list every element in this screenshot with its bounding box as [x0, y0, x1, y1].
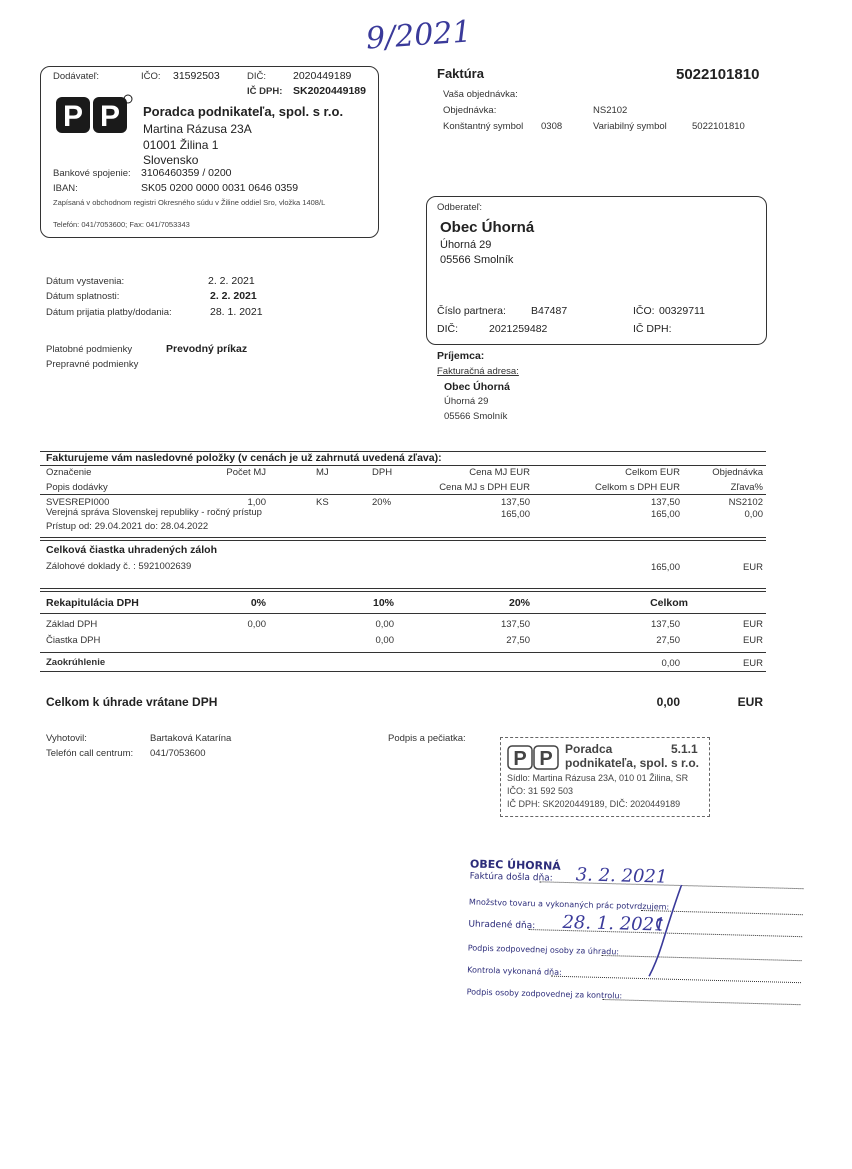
total-label: Celkom k úhrade vrátane DPH [46, 695, 218, 709]
stamp-ico: IČO: 31 592 503 [507, 786, 574, 796]
vat-amount-total: 27,50 [656, 635, 680, 646]
approval-signature-icon [631, 880, 694, 982]
recipient-label: Príjemca: [437, 350, 485, 362]
approval-check-label: Kontrola vykonaná dňa: [467, 965, 562, 977]
recap-htotal: Celkom [650, 597, 688, 609]
total-currency: EUR [737, 695, 763, 709]
supplier-phone: Telefón: 041/7053600; Fax: 041/7053343 [53, 220, 190, 229]
approval-paid-date: 28. 1. 2021 [562, 911, 666, 936]
col-unit: MJ [316, 467, 329, 478]
payment-terms-label: Platobné podmienky [46, 344, 133, 355]
receipt-date: 28. 1. 2021 [210, 306, 263, 318]
vat-base-total: 137,50 [650, 619, 680, 630]
approval-received-date: 3. 2. 2021 [575, 864, 668, 888]
rounding-rule [40, 652, 766, 653]
col-price: Cena MJ EUR [469, 467, 530, 478]
vat-base-20: 137,50 [500, 619, 530, 630]
col-vat: DPH [372, 467, 393, 478]
item-vat: 20% [372, 497, 392, 508]
registry-note: Zapísaná v obchodnom registri Okresného súdu v Žiline oddiel Sro, vložka 1408/L [53, 198, 326, 207]
vat-base-label: Základ DPH [46, 619, 98, 630]
due-date: 2. 2. 2021 [210, 290, 257, 302]
vat-base-currency: EUR [742, 619, 763, 630]
supplier-ico: 31592503 [173, 70, 220, 82]
item-order: NS2102 [728, 497, 763, 508]
order-value: NS2102 [593, 105, 628, 116]
item-desc: Verejná správa Slovenskej republiky - ročný prístup [46, 507, 262, 518]
col-qty: Počet MJ [226, 467, 266, 478]
supplier-label: Dodávateľ: [53, 71, 100, 82]
recap-rule-a [40, 588, 766, 589]
stamp-vat: IČ DPH: SK2020449189, DIČ: 2020449189 [507, 799, 681, 809]
item-price: 137,50 [500, 497, 530, 508]
supplier-box [40, 66, 379, 238]
bank-label: Bankové spojenie: [53, 168, 131, 179]
supplier-ico-label: IČO: [141, 71, 161, 82]
customer-city: 05566 Smolník [440, 254, 514, 266]
stamp-logo-icon [507, 744, 561, 770]
svg-text:P: P [513, 748, 527, 770]
supplier-street: Martina Rázusa 23A [143, 122, 252, 136]
billing-address-label: Fakturačná adresa: [437, 366, 519, 377]
items-intro: Fakturujeme vám nasledovné položky (v cenách je už zahrnutá uvedená zľava): [46, 452, 442, 464]
partner-label: Číslo partnera: [437, 305, 506, 317]
your-order-label: Vaša objednávka: [443, 89, 518, 100]
advances-rule-a [40, 537, 766, 538]
col-total: Celkom EUR [625, 467, 680, 478]
iban: SK05 0200 0000 0031 0646 0359 [141, 182, 299, 194]
customer-ico-label: IČO: [633, 305, 655, 317]
total-amount: 0,00 [656, 695, 680, 709]
customer-label: Odberateľ: [437, 202, 483, 213]
signature-label: Podpis a pečiatka: [388, 733, 466, 744]
supplier-country: Slovensko [143, 153, 199, 167]
customer-street: Úhorná 29 [440, 239, 492, 251]
customer-dic: 2021259482 [489, 323, 548, 335]
approval-controller-label: Podpis osoby zodpovednej za kontrolu: [466, 987, 623, 1001]
svg-text:P: P [539, 748, 553, 770]
svg-text:P: P [62, 100, 84, 133]
receipt-date-label: Dátum prijatia platby/dodania: [46, 307, 172, 318]
vat-amount-label: Čiastka DPH [46, 635, 101, 646]
call-centre-label: Telefón call centrum: [46, 748, 134, 759]
item-access: Prístup od: 29.04.2021 do: 28.04.2022 [46, 521, 209, 532]
stamp-name-2: podnikateľa, spol. s r.o. [565, 756, 699, 770]
partner-number: B47487 [531, 305, 568, 317]
customer-ico: 00329711 [659, 305, 705, 317]
advances-docs: Zálohové doklady č. : 5921002639 [46, 561, 192, 572]
transport-terms-label: Prepravné podmienky [46, 359, 139, 370]
recipient-name: Obec Úhorná [444, 381, 510, 393]
approval-received-label: Faktúra došla dňa: [469, 871, 553, 884]
item-price-vat: 165,00 [500, 509, 530, 520]
rounding-label: Zaokrúhlenie [46, 657, 106, 668]
items-row-rule [40, 494, 766, 495]
invoice-number: 5022101810 [676, 66, 760, 83]
supplier-icdph: SK2020449189 [293, 85, 366, 97]
supplier-dic-label: DIČ: [247, 71, 266, 82]
issued-by-label: Vyhotovil: [46, 733, 87, 744]
supplier-name: Poradca podnikateľa, spol. s r.o. [143, 104, 344, 119]
company-stamp [500, 737, 710, 817]
advances-amount: 165,00 [650, 562, 680, 573]
issue-date: 2. 2. 2021 [208, 275, 255, 287]
payment-terms: Prevodný príkaz [166, 343, 248, 355]
advances-rule-b [40, 540, 766, 541]
var-sym-label: Variabilný symbol [593, 121, 667, 132]
recap-header-rule [40, 613, 766, 614]
pp-logo-icon [55, 93, 133, 137]
svg-text:P: P [99, 100, 121, 133]
col-price-vat: Cena MJ s DPH EUR [439, 482, 530, 493]
vat-base-0: 0,00 [247, 619, 266, 630]
iban-label: IBAN: [53, 183, 78, 194]
recipient-city: 05566 Smolník [444, 411, 508, 422]
col-discount: Zľava% [730, 482, 763, 493]
issued-by: Bartaková Katarína [150, 733, 232, 744]
recipient-street: Úhorná 29 [444, 396, 489, 407]
item-unit: KS [316, 497, 329, 508]
bank-account: 3106460359 / 0200 [141, 167, 232, 179]
vat-base-10: 0,00 [375, 619, 394, 630]
approval-title: OBEC ÚHORNÁ [469, 857, 561, 873]
approval-stamp [460, 857, 824, 1026]
recap-h0: 0% [250, 597, 266, 609]
item-qty: 1,00 [247, 497, 266, 508]
rounding-amount: 0,00 [661, 658, 680, 669]
order-label: Objednávka: [443, 105, 497, 116]
vat-amount-20: 27,50 [506, 635, 530, 646]
const-sym: 0308 [541, 121, 563, 132]
customer-box [426, 196, 767, 345]
const-sym-label: Konštantný symbol [443, 121, 524, 132]
col-code: Označenie [46, 467, 92, 478]
call-centre: 041/7053600 [150, 748, 206, 759]
stamp-name-1: Poradca [565, 742, 613, 756]
var-sym: 5022101810 [692, 121, 745, 132]
approval-confirm-label: Množstvo tovaru a vykonaných prác potvrdzujem: [468, 897, 670, 912]
recap-h10: 10% [372, 597, 394, 609]
stamp-address: Sídlo: Martina Rázusa 23A, 010 01 Žilina, SR [507, 773, 689, 783]
col-order: Objednávka [712, 467, 763, 478]
items-header-rule [40, 465, 766, 466]
customer-icdph-label: IČ DPH: [633, 323, 672, 335]
total-rule [40, 671, 766, 672]
stamp-code: 5.1.1 [671, 742, 698, 756]
supplier-city: 01001 Žilina 1 [143, 138, 219, 152]
item-code: SVESREPI000 [46, 497, 110, 508]
invoice-title: Faktúra [437, 66, 484, 81]
approval-controller-line [602, 999, 800, 1005]
item-discount: 0,00 [744, 509, 763, 520]
advances-currency: EUR [742, 562, 763, 573]
supplier-icdph-label: IČ DPH: [247, 86, 283, 97]
customer-name: Obec Úhorná [440, 219, 535, 236]
customer-dic-label: DIČ: [437, 323, 458, 335]
vat-amount-currency: EUR [742, 635, 763, 646]
advances-title: Celková čiastka uhradených záloh [46, 544, 217, 556]
recap-h20: 20% [508, 597, 530, 609]
vat-amount-10: 0,00 [375, 635, 394, 646]
due-date-label: Dátum splatnosti: [46, 291, 120, 302]
handwritten-invoice-ref: 9/2021 [364, 14, 473, 57]
recap-title: Rekapitulácia DPH [46, 597, 139, 609]
col-desc: Popis dodávky [46, 482, 108, 493]
issue-date-label: Dátum vystavenia: [46, 276, 125, 287]
rounding-currency: EUR [742, 658, 763, 669]
item-total: 137,50 [650, 497, 680, 508]
col-total-vat: Celkom s DPH EUR [595, 482, 680, 493]
recap-rule-b [40, 591, 766, 592]
approval-payer-label: Podpis zodpovednej osoby za úhradu: [467, 943, 620, 957]
supplier-dic: 2020449189 [293, 70, 352, 82]
item-total-vat: 165,00 [650, 509, 680, 520]
approval-paid-label: Uhradené dňa: [468, 919, 536, 932]
